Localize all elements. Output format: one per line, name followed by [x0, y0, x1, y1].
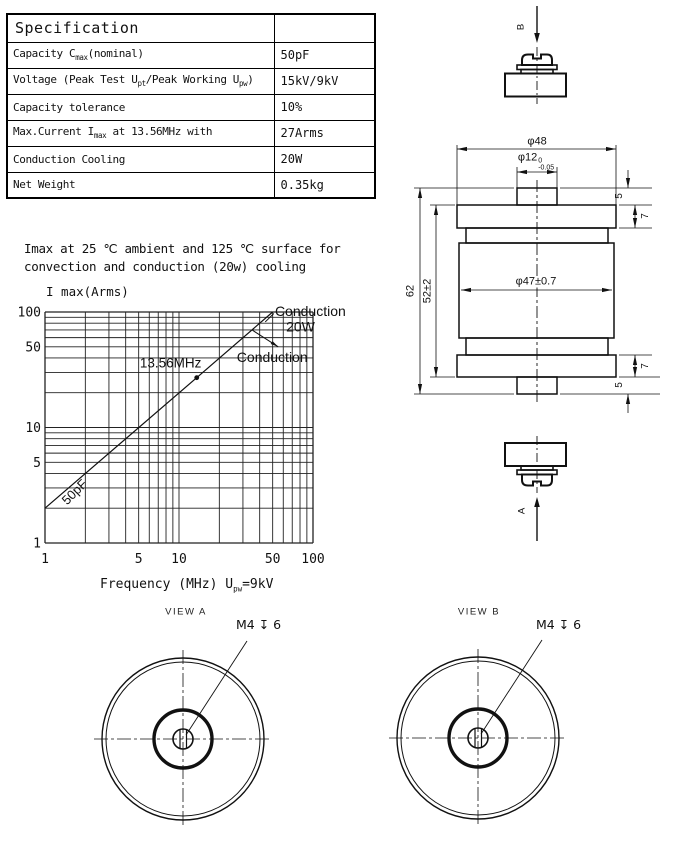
view-b-hole-callout: M4 ↧ 6 — [536, 617, 582, 632]
dim-total-height: 62 — [404, 284, 417, 298]
arrow-label-b: B — [515, 23, 527, 31]
spec-value: 27Arms — [274, 120, 375, 146]
chart-title-line-1: Imax at 25 ℃ ambient and 125 ℃ surface for — [24, 241, 341, 256]
view-a-direction-arrow — [534, 497, 540, 541]
view-b-circle — [389, 640, 567, 827]
view-a-circle — [94, 641, 272, 828]
y-tick-label: 100 — [17, 305, 41, 321]
spec-value: 15kV/9kV — [274, 68, 375, 94]
terminal-block — [505, 74, 566, 97]
dim-stub-diameter-nominal: φ12 — [517, 151, 538, 164]
dim-flange-bottom-thickness: 7 — [640, 363, 651, 369]
view-b-direction-arrow — [534, 6, 540, 43]
dim-stub-bottom-height: 5 — [614, 382, 625, 388]
chart-annotation: Conduction — [236, 348, 308, 365]
top-terminal-screw — [505, 47, 566, 104]
spec-label: Conduction Cooling — [7, 146, 274, 172]
spec-label: Voltage (Peak Test $U_{pt}$/Peak Working $U_{pw}$) — [7, 68, 274, 94]
chart-y-axis-label: I max(Arms) — [46, 284, 129, 299]
chart-annotation: Conduction — [274, 303, 346, 320]
x-tick-label: 50 — [264, 552, 281, 567]
y-tick-label: 10 — [25, 421, 41, 436]
top-flange — [457, 205, 616, 228]
view-a-title: VIEW A — [165, 606, 207, 618]
bottom-terminal-screw — [505, 436, 566, 493]
terminal-block — [505, 443, 566, 466]
spec-label: Net Weight — [7, 172, 274, 198]
y-tick-label: 1 — [33, 536, 41, 552]
y-tick-label: 5 — [33, 455, 41, 471]
x-tick-label: 10 — [171, 552, 187, 567]
chart-annotation: 13.56MHz — [139, 355, 202, 371]
spec-label: Max.Current $I_{max}$ at 13.56MHz with — [7, 120, 274, 146]
chart-title-line-2: convection and conduction (20w) cooling — [24, 259, 306, 274]
tolerance-lower: -0.05 — [538, 164, 555, 171]
spec-value: 20W — [274, 146, 375, 172]
callout-leader — [186, 641, 247, 735]
spec-value: 50pF — [274, 42, 375, 68]
y-tick-label: 50 — [25, 340, 41, 356]
callout-leader — [481, 640, 542, 734]
dim-body-diameter: φ47±0.7 — [513, 277, 560, 288]
tolerance-upper: 0 — [538, 157, 543, 165]
dim-stub-diameter — [518, 153, 554, 172]
arrow-label-a: A — [516, 507, 528, 515]
view-a-hole-callout: M4 ↧ 6 — [236, 617, 282, 632]
bottom-flange — [457, 355, 616, 377]
spec-value: 0.35kg — [274, 172, 375, 198]
chart-annotation: 20W — [286, 318, 315, 335]
spec-header-title: Specification — [7, 14, 274, 42]
x-tick-label: 100 — [301, 552, 325, 567]
dim-flange-to-flange-height: 52±2 — [421, 278, 434, 304]
spec-label: Capacity $C_{max}(nominal)$ — [7, 42, 274, 68]
x-tick-label: 1 — [41, 552, 49, 567]
capacitor-side-view — [457, 180, 616, 402]
ceramic-body — [459, 243, 614, 338]
dim-flange-top-thickness: 7 — [640, 213, 651, 219]
dim-stub-top-height: 5 — [614, 193, 625, 199]
x-tick-label: 5 — [134, 552, 143, 567]
dim-flange-diameter: φ48 — [527, 135, 547, 148]
dim-stub-diameter-tolerance — [538, 159, 554, 172]
view-b-title: VIEW B — [457, 606, 501, 618]
spec-label: Capacity tolerance — [7, 94, 274, 120]
chart-annotation: 50pF — [58, 476, 91, 508]
chart-x-axis-label: Frequency (MHz) $U_{pw}=9kV$ — [100, 577, 274, 594]
spec-value: 10% — [274, 94, 375, 120]
